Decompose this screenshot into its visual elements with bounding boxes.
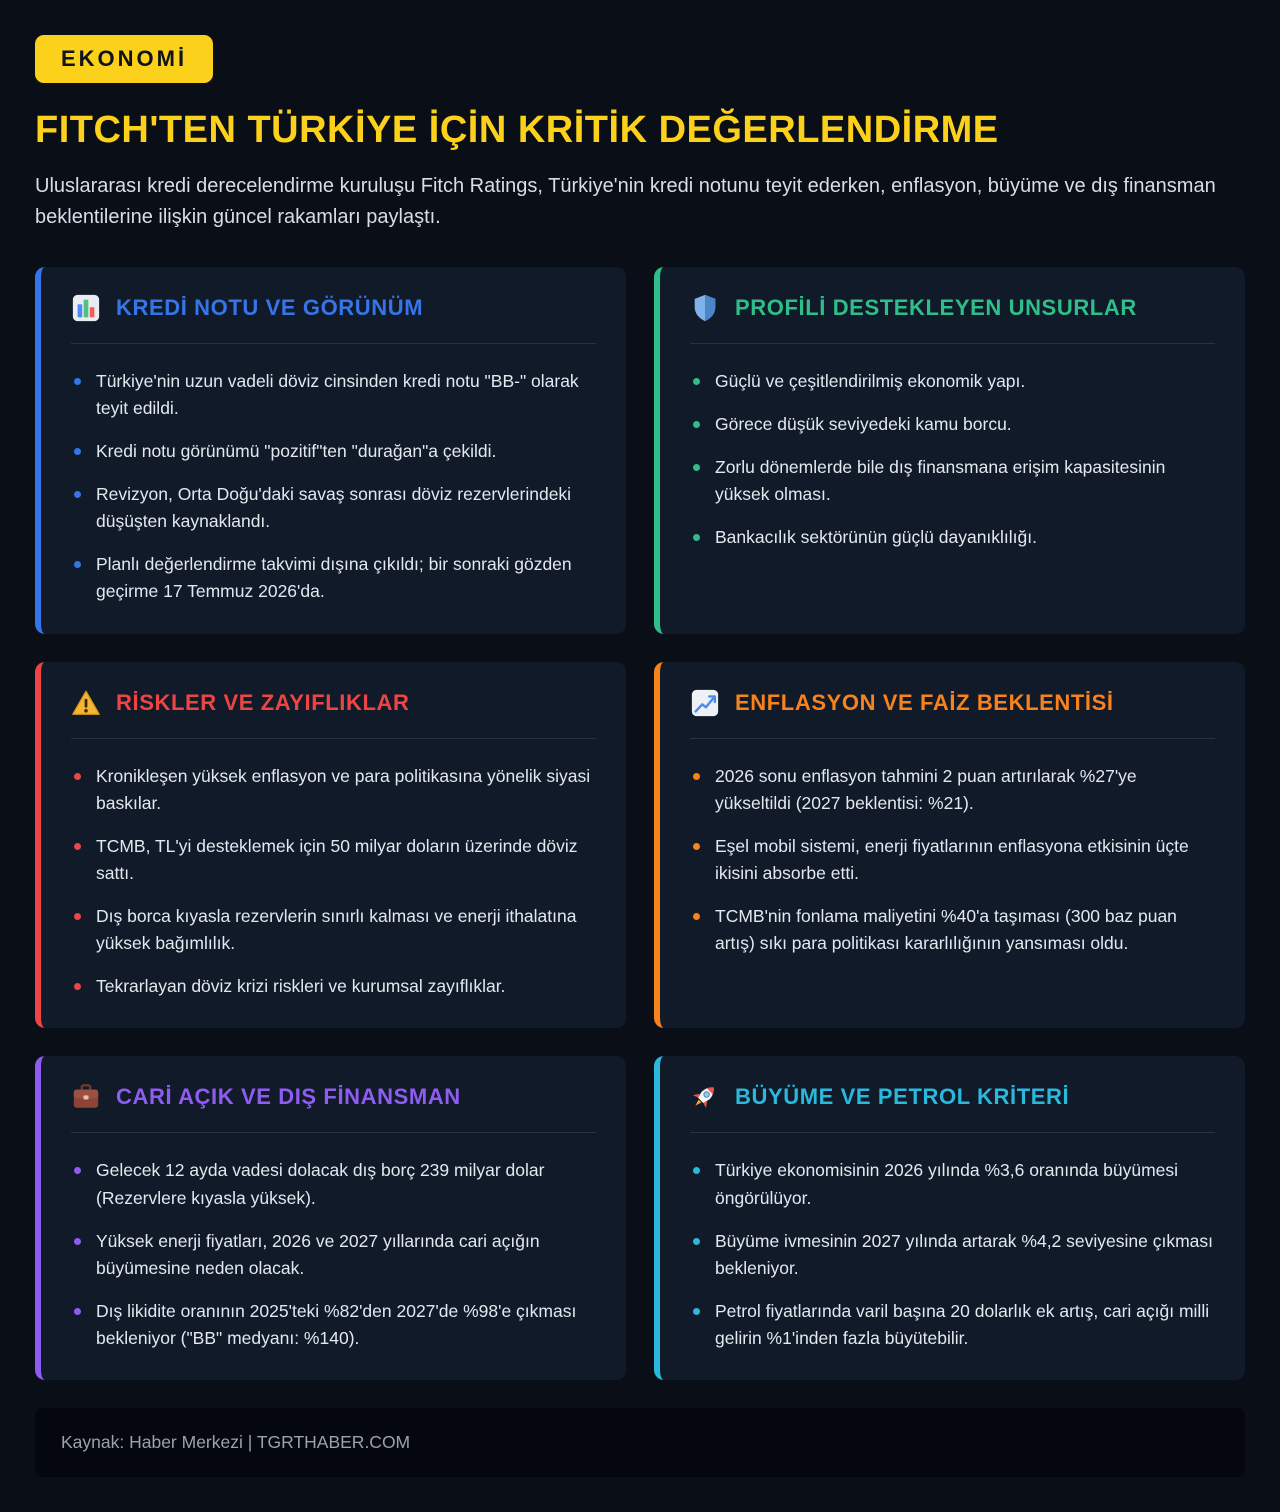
bullet-dot — [74, 773, 81, 780]
bullet-dot — [74, 378, 81, 385]
list-item — [690, 833, 1215, 887]
card-divider — [690, 738, 1215, 739]
bullet-dot — [74, 491, 81, 498]
card-list — [690, 368, 1215, 552]
list-item-text: Eşel mobil sistemi, enerji fiyatlarının enflasyona etkisinin üçte ikisini absorbe etti. — [715, 835, 1189, 883]
bullet-dot — [74, 1167, 81, 1174]
card-title: CARİ AÇIK VE DIŞ FİNANSMAN — [116, 1084, 461, 1110]
card-title: ENFLASYON VE FAİZ BEKLENTİSİ — [735, 689, 1114, 715]
list-item-text: Dış borca kıyasla rezervlerin sınırlı kalması ve enerji ithalatına yüksek bağımlılık. — [96, 906, 577, 954]
list-item-text: Türkiye'nin uzun vadeli döviz cinsinden kredi notu "BB-" olarak teyit edildi. — [96, 370, 579, 418]
card-kredi-notu-ve-gorunum — [35, 267, 626, 634]
bullet-dot — [74, 913, 81, 920]
bullet-dot — [74, 1238, 81, 1245]
list-item-text: Yüksek enerji fiyatları, 2026 ve 2027 yıllarında cari açığın büyümesine neden olacak. — [96, 1230, 540, 1278]
card-list — [71, 1157, 596, 1352]
list-item — [71, 1298, 596, 1352]
list-item-text: Büyüme ivmesinin 2027 yılında artarak %4,2 seviyesine çıkması bekleniyor. — [715, 1230, 1214, 1278]
list-item-text: Türkiye ekonomisinin 2026 yılında %3,6 oranında büyümesi öngörülüyor. — [715, 1160, 1179, 1208]
list-item-text: Zorlu dönemlerde bile dış finansmana erişim kapasitesinin yüksek olması. — [715, 456, 1166, 505]
card-list — [71, 763, 596, 1001]
list-item — [71, 903, 596, 957]
chart-up-icon — [690, 688, 720, 718]
card-buyume-ve-petrol-kriteri — [654, 1056, 1245, 1380]
bullet-dot — [74, 1308, 81, 1315]
bullet-dot — [693, 378, 700, 385]
cards-grid — [35, 267, 1245, 1381]
list-item-text: 2026 sonu enflasyon tahmini 2 puan artırılarak %27'ye yükseltildi (2027 beklentisi: %21). — [715, 765, 1137, 813]
bullet-dot — [693, 773, 700, 780]
card-divider — [690, 1132, 1215, 1133]
list-item — [690, 454, 1215, 508]
bullet-dot — [693, 464, 700, 471]
list-item — [71, 973, 596, 1000]
card-enflasyon-ve-faiz-beklentisi — [654, 662, 1245, 1029]
list-item — [690, 411, 1215, 438]
bullet-dot — [693, 421, 700, 428]
card-divider — [690, 343, 1215, 344]
list-item-text: TCMB, TL'yi desteklemek için 50 milyar doların üzerinde döviz sattı. — [96, 835, 578, 883]
source-footer — [35, 1408, 1245, 1477]
list-item-text: TCMB'nin fonlama maliyetini %40'a taşıması (300 baz puan artış) sıkı para politikası kararlılığının yansıması oldu. — [715, 906, 1177, 954]
list-item-text: Kredi notu görünümü "pozitif"ten "durağan"a çekildi. — [96, 440, 497, 461]
list-item — [71, 833, 596, 887]
source-text: Kaynak: Haber Merkezi | TGRTHABER.COM — [61, 1432, 411, 1453]
bullet-dot — [74, 983, 81, 990]
card-title: RİSKLER VE ZAYIFLIKLAR — [116, 689, 410, 715]
list-item — [690, 1228, 1215, 1282]
list-item — [71, 551, 596, 605]
list-item-text: Bankacılık sektörünün güçlü dayanıklılığı. — [715, 527, 1037, 548]
card-list — [690, 763, 1215, 958]
shield-icon — [690, 293, 720, 323]
bullet-dot — [693, 1308, 700, 1315]
list-item-text: Kronikleşen yüksek enflasyon ve para politikasına yönelik siyasi baskılar. — [96, 765, 591, 813]
list-item — [71, 763, 596, 817]
card-header — [690, 293, 1215, 323]
bullet-dot — [693, 913, 700, 920]
bullet-dot — [693, 1167, 700, 1174]
card-header — [71, 1082, 596, 1112]
list-item-text: Görece düşük seviyedeki kamu borcu. — [715, 413, 1012, 434]
card-profili-destekleyen-unsurlar — [654, 267, 1245, 634]
list-item — [71, 368, 596, 422]
bullet-dot — [74, 843, 81, 850]
card-title: PROFİLİ DESTEKLEYEN UNSURLAR — [735, 294, 1137, 320]
list-item — [71, 1157, 596, 1211]
card-divider — [71, 343, 596, 344]
card-divider — [71, 738, 596, 739]
card-header — [71, 688, 596, 718]
card-divider — [71, 1132, 596, 1133]
list-item-text: Gelecek 12 ayda vadesi dolacak dış borç 239 milyar dolar (Rezervlere kıyasla yüksek). — [96, 1160, 545, 1208]
list-item — [71, 1228, 596, 1282]
bar-chart-icon — [71, 293, 101, 323]
list-item-text: Tekrarlayan döviz krizi riskleri ve kurumsal zayıflıklar. — [96, 976, 506, 997]
list-item-text: Dış likidite oranının 2025'teki %82'den 2027'de %98'e çıkması bekleniyor ("BB" medyanı: %140). — [96, 1300, 577, 1349]
warning-icon — [71, 688, 101, 718]
bullet-dot — [693, 843, 700, 850]
list-item — [690, 524, 1215, 551]
card-header — [71, 293, 596, 323]
list-item — [690, 903, 1215, 957]
card-list — [690, 1157, 1215, 1352]
card-list — [71, 368, 596, 606]
card-title: BÜYÜME VE PETROL KRİTERİ — [735, 1084, 1070, 1110]
card-riskler-ve-zayifliklar — [35, 662, 626, 1029]
list-item-text: Petrol fiyatlarında varil başına 20 dolarlık ek artış, cari açığı milli gelirin %1'inden fazla büyütebilir. — [715, 1300, 1210, 1349]
page-title: FITCH'TEN TÜRKİYE İÇİN KRİTİK DEĞERLENDİRME — [35, 109, 999, 151]
briefcase-icon — [71, 1082, 101, 1112]
category-badge: EKONOMİ — [35, 35, 213, 83]
card-header — [690, 1082, 1215, 1112]
bullet-dot — [74, 561, 81, 568]
list-item-text: Revizyon, Orta Doğu'daki savaş sonrası döviz rezervlerindeki düşüşten kaynaklandı. — [96, 484, 572, 532]
card-title: KREDİ NOTU VE GÖRÜNÜM — [116, 294, 424, 320]
list-item — [71, 438, 596, 465]
rocket-icon — [690, 1082, 720, 1112]
bullet-dot — [693, 1238, 700, 1245]
list-item — [71, 481, 596, 535]
list-item — [690, 1298, 1215, 1352]
list-item — [690, 1157, 1215, 1211]
list-item — [690, 763, 1215, 817]
bullet-dot — [693, 534, 700, 541]
list-item-text: Güçlü ve çeşitlendirilmiş ekonomik yapı. — [715, 370, 1026, 391]
list-item — [690, 368, 1215, 395]
bullet-dot — [74, 448, 81, 455]
list-item-text: Planlı değerlendirme takvimi dışına çıkıldı; bir sonraki gözden geçirme 17 Temmuz 2026'da. — [96, 554, 572, 602]
page-subtitle: Uluslararası kredi derecelendirme kuruluşu Fitch Ratings, Türkiye'nin kredi notunu teyit ederken, enflasyon, büyüme ve dış finansman beklentilerine ilişkin güncel rakamları paylaştı. — [35, 174, 1216, 228]
card-header — [690, 688, 1215, 718]
card-cari-acik-ve-dis-finansman — [35, 1056, 626, 1380]
